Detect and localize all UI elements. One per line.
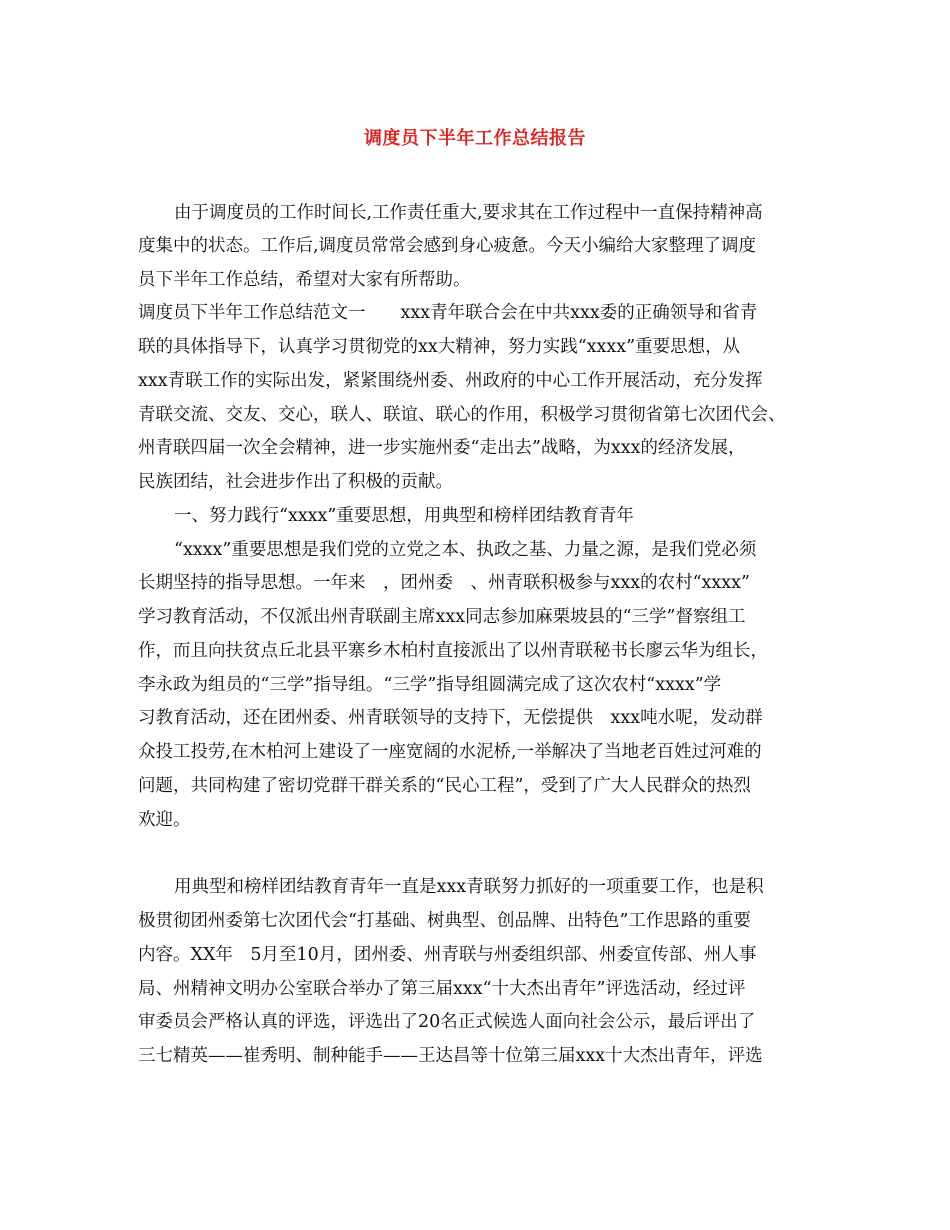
text-line: 州青联四届一次全会精神，进一步实施州委“走出去”战略，为xxx的经济发展，: [138, 438, 746, 458]
text-line: 度集中的状态。工作后,调度员常常会感到身心疲惫。今天小编给大家整理了调度: [138, 236, 757, 256]
text-line: “xxxx”重要思想是我们党的立党之本、执政之基、力量之源，是我们党必须: [174, 540, 757, 560]
text-line: 调度员下半年工作总结范文一 xxx青年联合会在中共xxx委的正确领导和省青: [138, 303, 758, 323]
section-heading: 一、努力践行“xxxx”重要思想，用典型和榜样团结教育青年: [174, 506, 634, 526]
text-line: 长期坚持的指导思想。一年来 ，团州委 、州青联积极参与xxx的农村“xxxx”: [138, 573, 750, 593]
text-line: 青联交流、交友、交心，联人、联谊、联心的作用，积极学习贯彻省第七次团代会、: [138, 405, 786, 425]
text-line: 局、州精神文明办公室联合举办了第三届xxx“十大杰出青年”评选活动，经过评: [138, 979, 746, 999]
text-line: 三七精英——崔秀明、制种能手——王达昌等十位第三届xxx十大杰出青年，评选: [138, 1046, 763, 1066]
text-line: 欢迎。: [138, 810, 191, 830]
text-line: 习教育活动，还在团州委、州青联领导的支持下，无偿提供 xxx吨水呢，发动群: [138, 708, 763, 728]
text-line: 用典型和榜样团结教育青年一直是xxx青联努力抓好的一项重要工作，也是积: [174, 877, 764, 897]
text-line: xxx青联工作的实际出发，紧紧围绕州委、州政府的中心工作开展活动，充分发挥: [138, 371, 763, 391]
text-line: 众投工投劳,在木柏河上建设了一座宽阔的水泥桥,一举解决了当地老百姓过河难的: [138, 742, 762, 762]
text-line: 问题，共同构建了密切党群干群关系的“民心工程”，受到了广大人民群众的热烈: [138, 776, 751, 796]
document-title: 调度员下半年工作总结报告: [364, 128, 586, 149]
text-line: 作，而且向扶贫点丘北县平寨乡木柏村直接派出了以州青联秘书长廖云华为组长，: [138, 641, 768, 661]
text-line: 极贯彻团州委第七次团代会“打基础、树典型、创品牌、出特色”工作思路的重要: [138, 911, 751, 931]
text-line: 联的具体指导下，认真学习贯彻党的xx大精神，努力实践“xxxx”重要思想，从: [138, 337, 741, 357]
text-line: 审委员会严格认真的评选，评选出了20名正式候选人面向社会公示，最后评出了: [138, 1012, 756, 1032]
text-line: 学习教育活动，不仅派出州青联副主席xxx同志参加麻栗坡县的“三学”督察组工: [138, 607, 746, 627]
text-line: 民族团结，社会进步作出了积极的贡献。: [138, 472, 453, 492]
text-line: 李永政为组员的“三学”指导组。“三学”指导组圆满完成了这次农村“xxxx”学: [138, 675, 722, 695]
text-line: 员下半年工作总结，希望对大家有所帮助。: [138, 270, 471, 290]
text-line: 由于调度员的工作时间长,工作责任重大,要求其在工作过程中一直保持精神高: [174, 203, 763, 223]
text-line: 内容。XX年 5月至10月，团州委、州青联与州委组织部、州委宣传部、州人事: [138, 945, 757, 965]
